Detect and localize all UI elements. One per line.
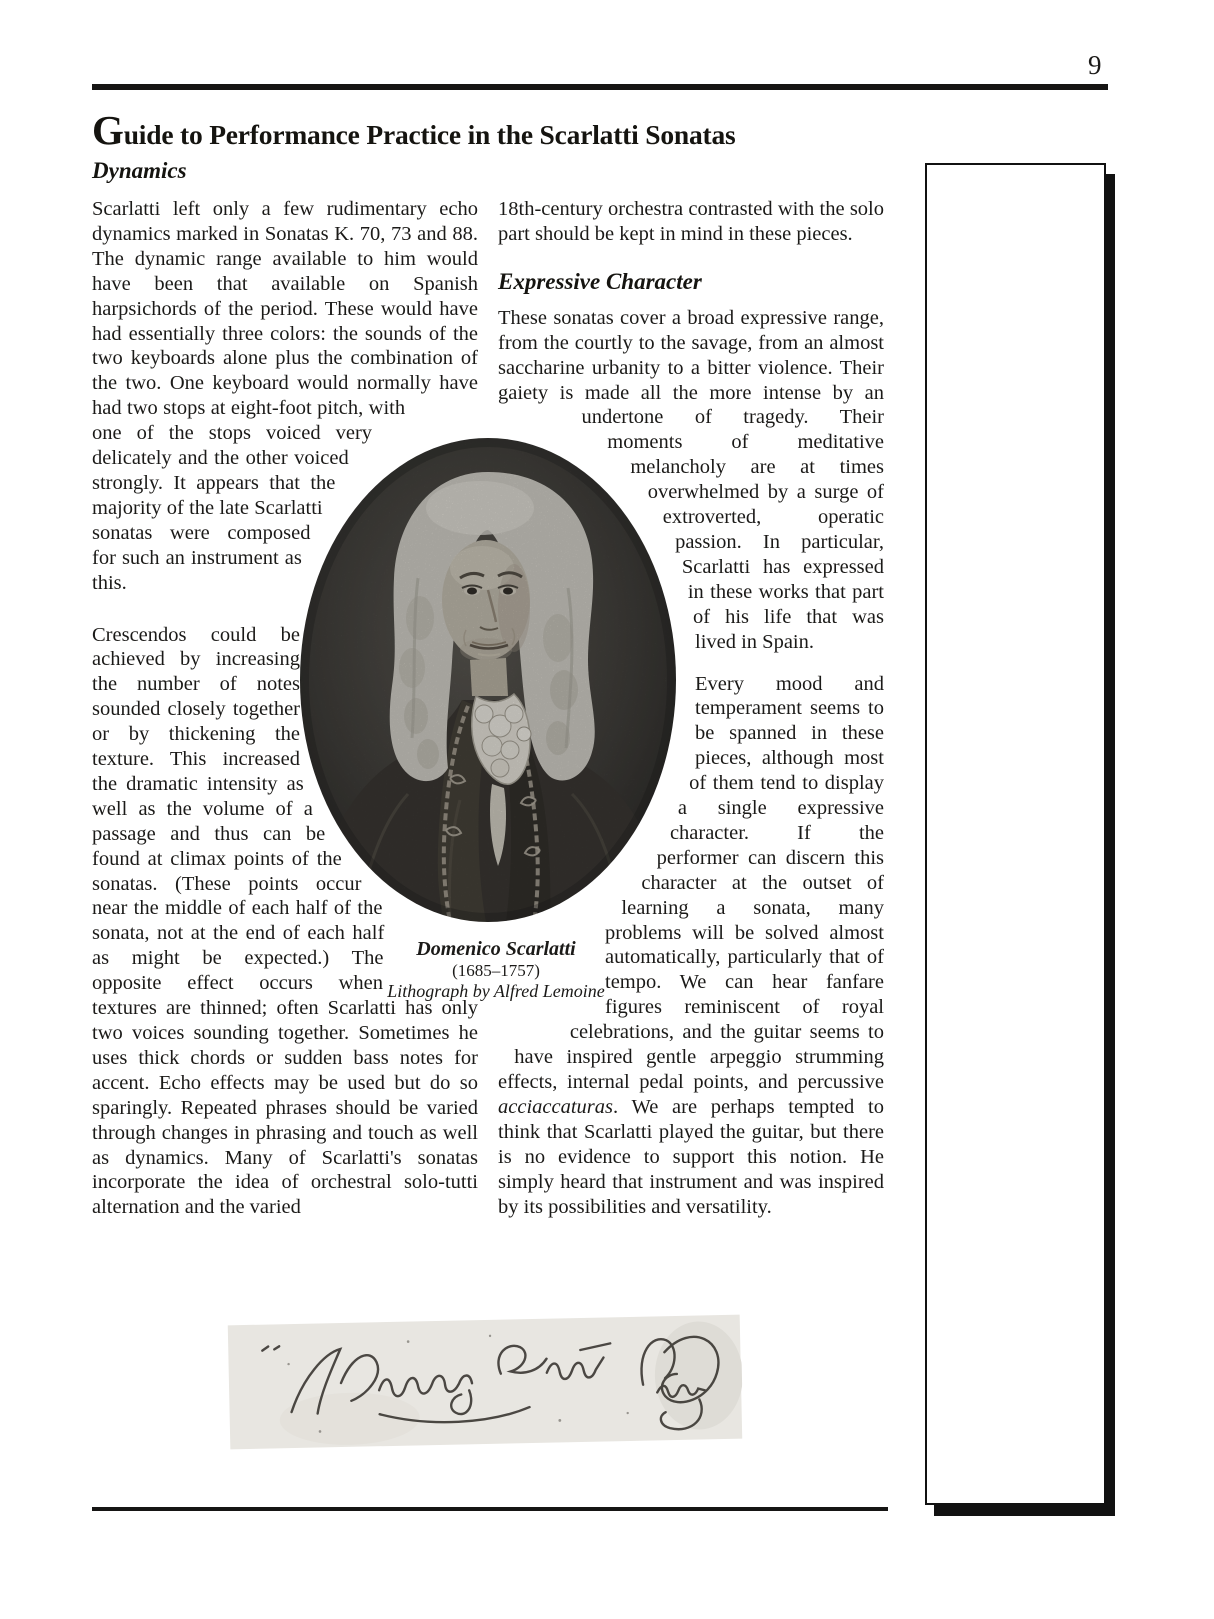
portrait-caption [370, 938, 622, 1002]
paragraph-text: Every mood and temperament seems to be spanned in these pieces, although most of them tend to display a single expressive character. If the performer can discern this character at the outset of learning a sonata, many problems will be solved almost automatically, particularly that of tempo. We can hear fanfare figures reminiscent of royal celebrations, and the guitar seems to have inspired gentle arpeggio strumming effects, internal pedal points, and percussive [498, 672, 884, 1093]
caption-dates: (1685–1757) [452, 961, 540, 980]
page-number: 9 [1088, 50, 1102, 80]
body-paragraph: These sonatas cover a broad expressive range, from the courtly to the savage, from an almost saccharine urbanity to a bitter violence. Their gaiety is made all the more intense by an undertone of tragedy. Their moments of meditative melancholy are at times overwhelmed by a surge of extroverted, operatic passion. In particular, Scarlatti has expressed in these works that part of his life that was lived in Spain. [498, 306, 884, 653]
section-heading-dynamics: Dynamics [92, 158, 187, 183]
body-paragraph: 18th-century orchestra contrasted with the solo part should be kept in mind in these pieces. [498, 198, 884, 245]
scarlatti-portrait [300, 438, 676, 922]
caption-credit: Lithograph by Alfred Lemoine [387, 981, 605, 1001]
paragraph-text: . We are perhaps tempted to think that Scarlatti played the guitar, but there is no evidence to support this notion. He simply heard that instrument and was inspired by its possibilities and versatility. [498, 1095, 884, 1218]
article-title [92, 107, 736, 153]
top-rule [92, 84, 1108, 90]
caption-name: Domenico Scarlatti [416, 938, 576, 960]
italic-term: acciaccaturas [498, 1095, 613, 1118]
scarlatti-signature-image [227, 1311, 744, 1454]
body-paragraph: Crescendos could be achieved by increasing the number of notes sounded closely together or by thickening the texture. This increased the dramatic intensity as well as the volume of a passage and thus can be found at climax points of the sonatas. (These points occur near the middle of each half of the sonata, not at the end of each half as might be expected.) The opposite effect occurs when textures are thinned; often Scarlatti has only two voices sounding together. Sometimes he uses thick chords or sudden bass notes for accent. Echo effects may be used but do so sparingly. Repeated phrases should be varied through changes in phrasing and touch as well as dynamics. Many of Scarlatti's sonatas incorporate the idea of orchestral solo-tutti alternation and the varied [92, 623, 478, 1219]
section-heading-expressive: Expressive Character [498, 268, 702, 294]
scarlatti-portrait-lithograph [300, 438, 676, 922]
body-paragraph: Scarlatti left only a few rudimentary echo dynamics marked in Sonatas K. 70, 73 and 88. The dynamic range available to him would have been that available on Spanish harpsichords of the period. These would have had essentially three colors: the sounds of the two keyboards alone plus the combination of the two. One keyboard would normally have had two stops at eight-foot pitch, with one of the stops voiced very delicately and the other voiced strongly. It appears that the majority of the late Scarlatti sonatas were composed for such an instrument as this. [92, 198, 478, 594]
title-text: uide to Performance Practice in the Scarlatti Sonatas [123, 119, 736, 150]
scarlatti-signature [227, 1311, 744, 1454]
title-drop-cap: G [92, 107, 124, 153]
sidebar-box [925, 163, 1106, 1505]
bottom-rule [92, 1507, 888, 1511]
